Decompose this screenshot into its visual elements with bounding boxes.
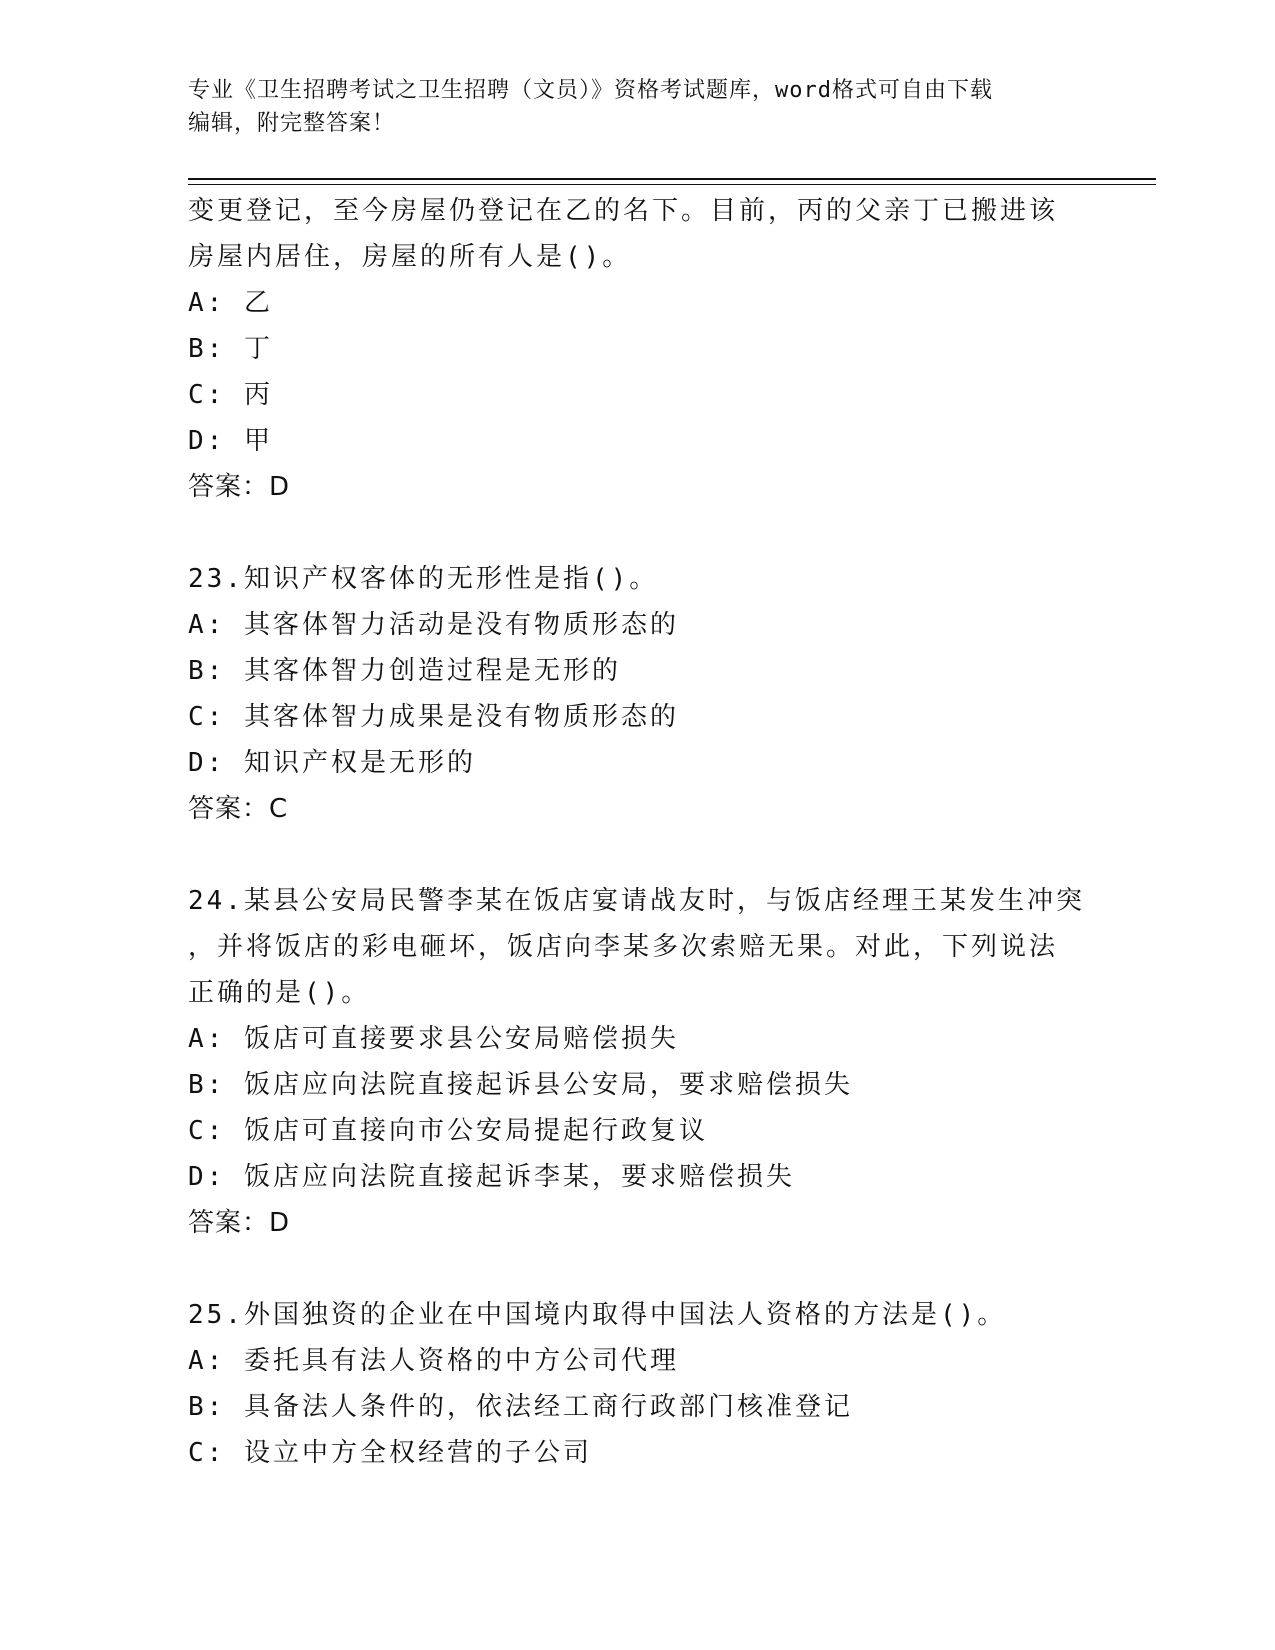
question-list xyxy=(188,188,1088,1476)
question-text-line: 23.知识产权客体的无形性是指()。 xyxy=(188,564,659,594)
question-text-line: ，并将饭店的彩电砸坏，饭店向李某多次索赔无果。对此，下列说法 xyxy=(188,932,1059,962)
question-text-line: 25.外国独资的企业在中国境内取得中国法人资格的方法是()。 xyxy=(188,1300,1007,1330)
header-line-1: 专业《卫生招聘考试之卫生招聘（文员）》资格考试题库，word格式可自由下载 xyxy=(188,78,993,103)
option-b: B: 丁 xyxy=(188,334,273,364)
question-block-25 xyxy=(188,1292,1088,1476)
option-c: C: 其客体智力成果是没有物质形态的 xyxy=(188,702,679,732)
answer-line: 答案：D xyxy=(188,1208,291,1238)
page-header xyxy=(188,74,1088,140)
option-d: D: 知识产权是无形的 xyxy=(188,748,476,778)
option-a: A: 委托具有法人资格的中方公司代理 xyxy=(188,1346,679,1376)
header-divider-thin xyxy=(188,184,1156,185)
question-text-line: 正确的是()。 xyxy=(188,978,371,1008)
spacer xyxy=(188,832,1088,878)
option-a: A: 其客体智力活动是没有物质形态的 xyxy=(188,610,679,640)
spacer xyxy=(188,510,1088,556)
header-line-2: 编辑，附完整答案！ xyxy=(188,111,396,136)
question-block-continued xyxy=(188,188,1088,510)
option-b: B: 饭店应向法院直接起诉县公安局，要求赔偿损失 xyxy=(188,1070,853,1100)
option-c: C: 丙 xyxy=(188,380,273,410)
question-text-line: 变更登记，至今房屋仍登记在乙的名下。目前，丙的父亲丁已搬进该 xyxy=(188,196,1059,226)
question-text-line: 24.某县公安局民警李某在饭店宴请战友时，与饭店经理王某发生冲突 xyxy=(188,886,1085,916)
answer-line: 答案：D xyxy=(188,472,291,502)
option-d: D: 饭店应向法院直接起诉李某，要求赔偿损失 xyxy=(188,1162,795,1192)
header-divider-thick xyxy=(188,178,1156,180)
option-b: B: 其客体智力创造过程是无形的 xyxy=(188,656,621,686)
option-d: D: 甲 xyxy=(188,426,273,456)
answer-line: 答案：C xyxy=(188,794,289,824)
option-a: A: 饭店可直接要求县公安局赔偿损失 xyxy=(188,1024,679,1054)
spacer xyxy=(188,1246,1088,1292)
question-text-line: 房屋内居住，房屋的所有人是()。 xyxy=(188,242,632,272)
question-block-24 xyxy=(188,878,1088,1246)
option-a: A: 乙 xyxy=(188,288,273,318)
option-c: C: 设立中方全权经营的子公司 xyxy=(188,1438,592,1468)
option-b: B: 具备法人条件的，依法经工商行政部门核准登记 xyxy=(188,1392,853,1422)
option-c: C: 饭店可直接向市公安局提起行政复议 xyxy=(188,1116,708,1146)
question-block-23 xyxy=(188,556,1088,832)
